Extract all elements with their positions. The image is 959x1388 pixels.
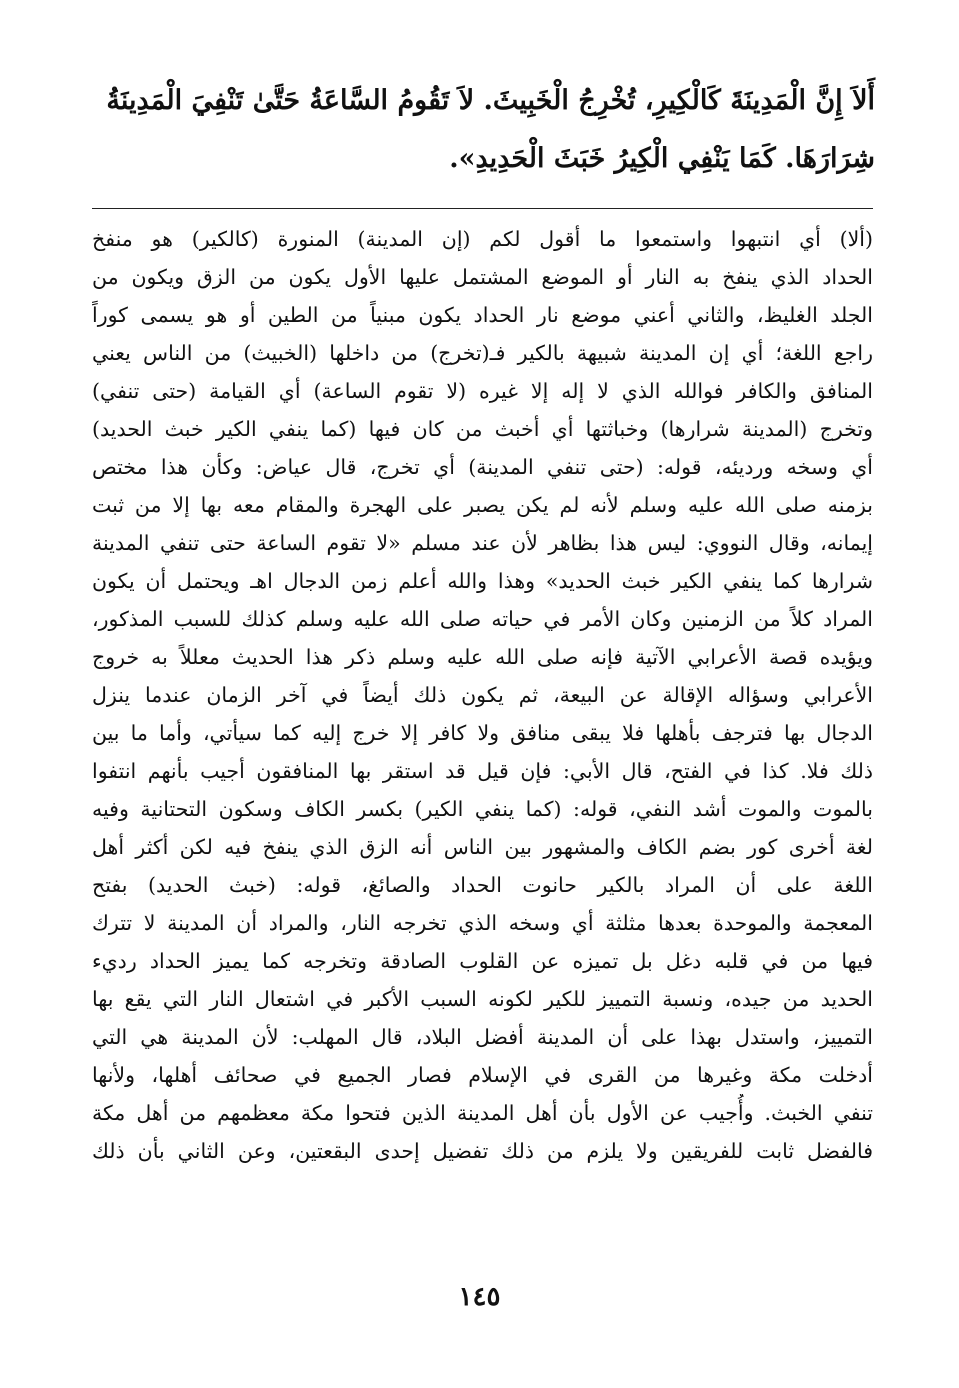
commentary-line: الحديد من جيده، ونسبة التمييز للكير لكونه السبب الأكبر في اشتعال النار التي يقع بها <box>92 987 873 1011</box>
commentary-line: ويؤيده قصة الأعرابي الآتية فإنه صلى الله عليه وسلم ذكر هذا الحديث معللاً به خروج <box>92 645 873 669</box>
commentary-line: التمييز، واستدل بهذا على أن المدينة أفضل البلاد، قال المهلب: لأن المدينة هي التي <box>92 1025 873 1049</box>
commentary-line: المنافق والكافر فوالله الذي لا إله إلا غيره (لا تقوم الساعة) أي القيامة (حتى تنفي) <box>92 379 873 403</box>
commentary-line: أي وسخه ورديئه، قوله: (حتى تنفي المدينة) أي تخرج، قال عياض: وكأن هذا مختص <box>92 455 873 479</box>
page-number: ١٤٥ <box>458 1282 501 1312</box>
footnote-divider <box>92 208 873 209</box>
commentary-line: أدخلت مكة وغيرها من القرى في الإسلام فصار الجميع في صحائف أهلها، ولأنها <box>92 1063 873 1087</box>
commentary-line: اللغة على أن المراد بالكير حانوت الحداد والصائغ، قوله: (خبث الحديد) بفتح <box>92 873 873 897</box>
commentary-line: راجع اللغة؛ أي إن المدينة شبيهة بالكير فـ(تخرج) من داخلها (الخبيث) من الناس يعني <box>92 341 873 365</box>
hadith-line-1: أَلاَ إِنَّ الْمَدِينَةَ كَالْكِيرِ، تُخْرِجُ الْخَبِيثَ. لاَ تَقُومُ السَّاعَةُ حَتَّىٰ تَنْفِيَ الْمَدِينَةُ <box>106 85 875 116</box>
commentary-text <box>92 220 873 1170</box>
commentary-line: الجلد الغليظ، والثاني أعني موضع نار الحداد يكون مبنياً من الطين أو هو يسمى كوراً <box>92 303 873 327</box>
commentary-line: فالفضل ثابت للفريقين ولا يلزم من ذلك تفضيل إحدى البقعتين، وعن الثاني بأن ذلك <box>92 1139 873 1163</box>
commentary-line: المراد كلاً من الزمنين وكان الأمر في حياته صلى الله عليه وسلم كذلك للسبب المذكور، <box>92 607 873 631</box>
commentary-line: لغة أخرى كور بضم الكاف والمشهور بين الناس أنه الزق الذي ينفخ فيه لكن أكثر أهل <box>92 835 873 859</box>
commentary-line: الدجال بها فترجف بأهلها فلا يبقى منافق ولا كافر إلا خرج إليه كما سيأتي، وأما ما بين <box>92 721 873 745</box>
commentary-line: تنفي الخبث. وأُجيب عن الأول بأن أهل المدينة الذين فتحوا مكة معظمهم من أهل مكة <box>92 1101 873 1125</box>
commentary-line: فيها من في قلبه دغل بل تميزه عن القلوب الصادقة وتخرجه كما يميز الحداد رديء <box>92 949 873 973</box>
hadith-text <box>90 72 875 188</box>
commentary-line: بزمنه صلى الله عليه وسلم لأنه لم يكن يصبر على الهجرة والمقام معه بها إلا من ثبت <box>92 493 873 517</box>
commentary-line: ذلك فلا. كذا في الفتح، قال الأبي: فإن قيل قد استقر بها المنافقون أجيب بأنهم انتفوا <box>92 759 873 783</box>
commentary-line: المعجمة والموحدة بعدها مثلثة أي وسخه الذي تخرجه النار، والمراد أن المدينة لا تترك <box>92 911 873 935</box>
commentary-line: إيمانه، وقال النووي: ليس هذا بظاهر لأن عند مسلم «لا تقوم الساعة حتى تنفي المدينة <box>92 531 873 555</box>
commentary-line: وتخرج (المدينة شرارها) وخباثتها أي أخبث من كان فيها (كما ينفي الكير خبث الحديد) <box>92 417 873 441</box>
commentary-line: شرارها كما ينفي الكير خبث الحديد» وهذا والله أعلم زمن الدجال اهـ ويحتمل أن يكون <box>92 569 873 593</box>
commentary-line: بالموت والموت أشد النفي، قوله: (كما ينفي الكير) بكسر الكاف وسكون التحتانية وفيه <box>92 797 873 821</box>
commentary-line: الحداد الذي ينفخ به النار أو الموضع المشتمل عليها الأول يكون من الزق ويكون من <box>92 265 873 289</box>
hadith-line-2: شِرَارَهَا. كَمَا يَنْفِي الْكِيرُ خَبَثَ الْحَدِيدِ». <box>449 143 875 174</box>
commentary-line: (ألا) أي انتبهوا واستمعوا ما أقول لكم (إن المدينة) المنورة (كالكير) هو منفخ <box>92 227 873 251</box>
commentary-line: الأعرابي وسؤاله الإقالة عن البيعة، ثم يكون ذلك أيضاً في آخر الزمان عندما ينزل <box>92 683 873 707</box>
